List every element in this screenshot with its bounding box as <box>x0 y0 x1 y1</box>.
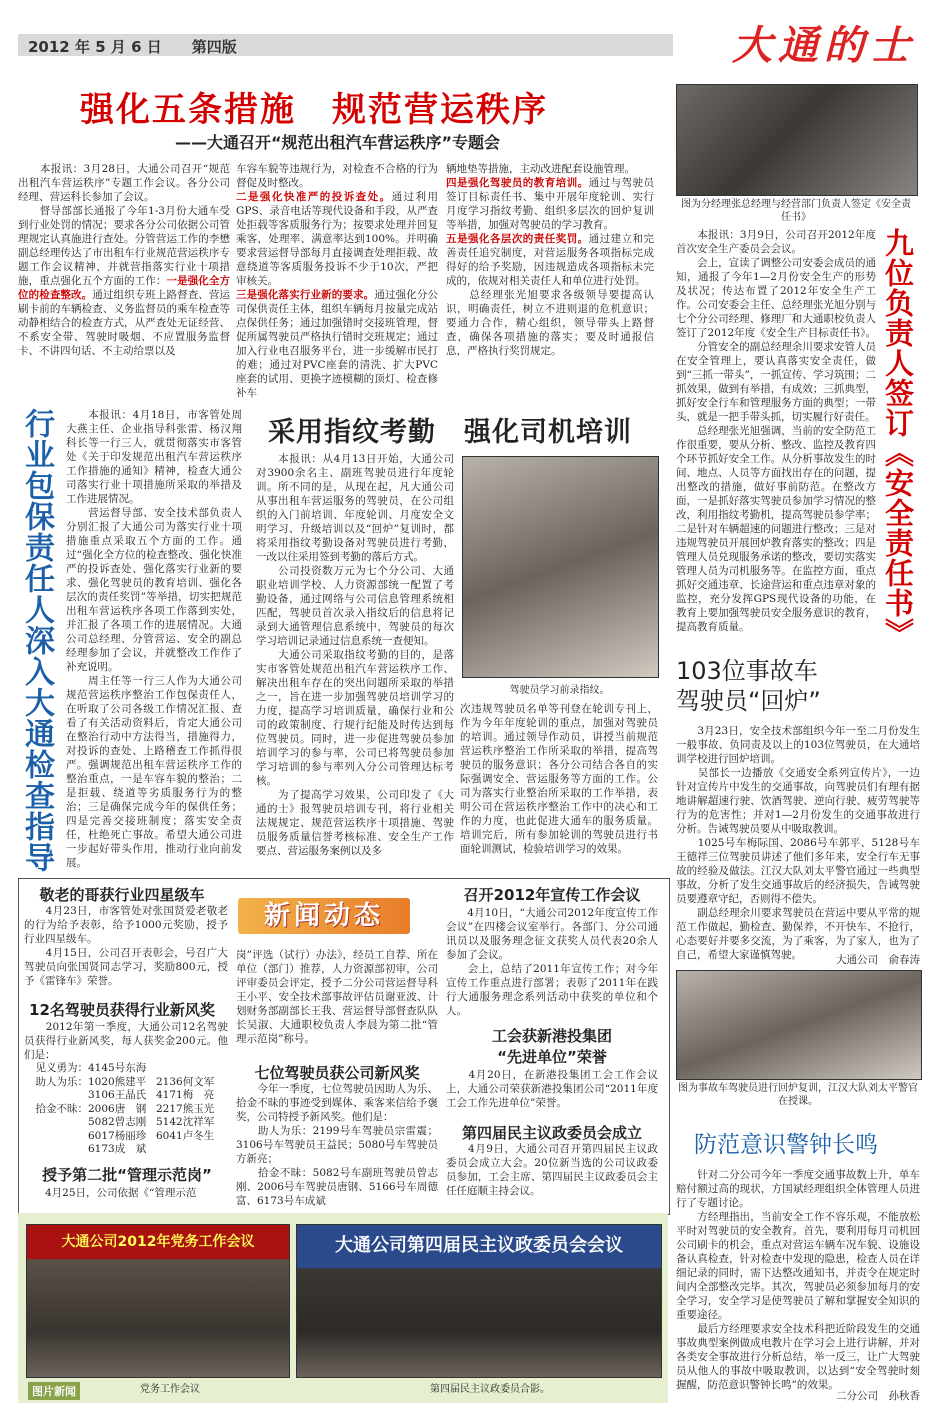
alarm-article-text: 针对二分公司今年一季度交通事故数上升，单车赔付额过高的现状，方国斌经理组织全体管理人员进行了专题讨论。 方经理指出，当前安全工作不容乐观，不能放松平时对驾驶员的安全教育。首先，要利用每月司机回公司刷卡的机会，重点对营运车辆车况车貌、设施设备认真检查，针对检查中发现的隐患，检查人员在详细记录的同时，需下达整改通知书，并责令在规定时间内全部整改完毕。其次，驾驶员必须参加每月的安全学习，安全学习是使驾驶员了解和掌握安全知识的重要途径。 最后方经理要求安全技术科把近阶段发生的交通事故典型案例做成电教片在学习会上进行讲解，并对各类安全事故进行分析总结，举一反三，让广大驾驶员从他人的事故中吸取教训，以达到“安全驾驶时刻握醒，防范意识警钟长鸣”的效果。 <box>676 1169 920 1391</box>
seven-headline: 七位驾驶员获公司新风奖 <box>254 1064 420 1082</box>
model-post-continued-text: 岗”评选（试行）办法》，经员工自荐、所在单位（部门）推荐，人力资源部初审，公司评审委员会评定，授予二分公司营运督导科王小平、安全技术部事故评估员谢亚波、计划财务部副部长王我、营运督导部督查队队长吴淑、大通职校负责人李晨为第二批“管理示范岗”称号。 <box>236 949 438 1045</box>
award-name: 4171梅 亮 <box>156 1089 215 1101</box>
signing-photo <box>676 84 918 196</box>
lead-point-4: 四是强化驾驶员的教育培训。 <box>446 177 589 189</box>
award-row <box>28 1089 228 1103</box>
award-row <box>28 1062 228 1076</box>
award-names-list <box>28 1062 228 1157</box>
lead-col3-a: 通过与驾驶员签订目标责任书、集中开展年度轮训、实行月度学习指纹考勤、组织多层次的回炉复训等举措，加强对驾驶员的学习教育。 <box>446 177 655 231</box>
party-meeting-photo <box>26 1224 290 1378</box>
award-name <box>156 1143 224 1157</box>
lead-point-5: 五是强化各层次的责任奖罚。 <box>446 233 589 245</box>
lead-col3-b: 通过建立和完善责任追究制度，对营运服务各项指标完成得好的给予奖励，因违规造成各项指标未完成的，依规对相关责任人和单位进行处罚。 总经理张光旭要求各级领导要提高认识，明确责任，树立不进则退的危机意识；要通力合作，精心组织，领导带头上路督查，确保各项措施的落实；要及时通报信息，严格执行奖罚规定。 <box>446 233 655 357</box>
lead-column-2 <box>236 162 438 400</box>
union-article <box>446 1068 658 1110</box>
industry-article <box>66 408 242 870</box>
award-type <box>28 1130 88 1144</box>
lead-col2-b: 通过强化分公司保供责任主体，组织车辆每月按量完成站点保供任务；通过加强错时交接班管理，督促所属驾驶员严格执行错时交班规定；通过加入行业电召服务平台，进一步缓解市民打的难；通过对PVC座套的清洗、扩大PVC座套的试用、更换字迹模糊的顶灯、检查修补车 <box>236 289 439 399</box>
model-post-continued <box>236 948 438 1046</box>
council-group-photo <box>296 1224 662 1378</box>
twelve-article <box>24 1020 228 1062</box>
model-post-article <box>24 1186 228 1200</box>
award-name: 4145号东海 <box>88 1062 147 1074</box>
award-row <box>28 1116 228 1130</box>
industry-vertical-title: 行业包保责任人深入大通检查指导 <box>19 408 54 873</box>
promo-article <box>446 906 658 1018</box>
award-type: 拾金不昧： <box>35 1102 88 1115</box>
lead-subheadline: ——大通召开“规范出租汽车营运秩序”专题会 <box>175 133 501 152</box>
accident-article <box>676 724 920 962</box>
party-meeting-banner: 大通公司2012年党务工作会议 <box>61 1234 255 1250</box>
masthead-logo: 大通的士 <box>732 22 916 69</box>
council-group-caption: 第四届民主议政委员合影。 <box>430 1384 550 1395</box>
award-type: 见义勇为： <box>35 1062 88 1074</box>
safety-article-text: 本报讯：3月9日，公司召开2012年度首次安全生产委员会会议。 会上，宣读了调整公司安委会成员的通知，通报了今年1—2月份安全生产的形势及状况；传达布置了2012年安全生产工作。公司安委会主任、总经理张光旭分别与七个分公司经理、修理厂和大通职校负责人签订了2012年度《安全生产目标责任书》。 分管安全的副总经理余川要求安管人员在安全管理上，要认真落实安全责任，做到“三抓一带头”，一抓宣传、学习筑围；二抓效果，做到有举措，有成效；三抓典型，抓好安全行车和管理服务方面的典型；一带头，就是一把手带头抓，切实履行好责任。 总经理张光旭强调，当前的安全防范工作很重要，要从分析、整改、监控及教育四个环节抓好安全工作。从分析事故发生的时间、地点、人员等方面找出存在的问题，提出整改的措施，做好事前防范。在整改方面，一是抓好落实驾驶员参加学习情况的整改，利用指纹考勤机，提高驾驶员参学率；二是针对车辆超速的问题进行整改；三是对违规驾驶员开展回炉教育落实的整改；四是管理人员兑现服务承诺的整改，要切实落实管理人员为司机服务等。在监控方面，重点抓好交通违章、长途营运和重点违章对象的监控，充分发挥GPS现代设备的功能，在教育上要加强驾驶员安全服务意识的教育，提高教育质量。 <box>676 229 876 633</box>
accident-byline: 大通公司 俞春涛 <box>836 954 920 966</box>
lead-col3-head: 辆地垫等措施，主动改进配套设施管理。 <box>446 163 635 175</box>
lead-point-3: 三是强化落实行业新的要求。 <box>236 289 375 301</box>
accident-photo <box>676 970 922 1080</box>
news-badge-label: 新闻动态 <box>263 901 384 931</box>
award-name <box>156 1062 224 1076</box>
safety-article <box>676 228 876 634</box>
model-post-headline: 授予第二批“管理示范岗” <box>42 1166 212 1184</box>
fingerprint-headline: 采用指纹考勤 强化司机培训 <box>268 417 632 448</box>
signing-photo-caption: 图为分经理张总经理与经营部门负责人签定《安全责任书》 <box>681 199 911 223</box>
lead-col1-text: 本报讯：3月28日，大通公司召开“规范出租汽车营运秩序”专题工作会议。各分公司经理、营运科长参加了会议。 督导部部长通报了今年1-3月份大通车受到行业处罚的情况；要求各分公司依据公司管理规定认真施进行查处。分管营运工作的李懋副总经理传达了市出租车行业规范营运秩序专题工作会议精神，并就营指落实行业十项措施，重点强化五个方面的工作： <box>18 163 230 287</box>
accident-headline-line1: 103位事故车 <box>676 657 818 685</box>
photo-news-label: 图片新闻 <box>28 1382 80 1400</box>
award-name: 6041卢冬生 <box>156 1129 215 1142</box>
fingerprint-col2-text: 次违规驾驶员名单等刊登在轮训专刊上，作为今年年度轮训的重点，加强对驾驶员的培训。通过领导作动员，讲授当前规范营运秩序整治工作所采取的举措，提高驾驶员的服务意识；各分公司结合各自的实际强调安全、营运服务等方面的工作。公司为落实行业整治所采取的工作举措，表明公司在营运秩序整治工作中的决心和工作的力度，也此促进大通车的服务质量。培训完后，所有参加轮训的驾驶员进行书面轮训测试，检验培训学习的效果。 <box>460 703 658 855</box>
democracy-article <box>446 1142 658 1198</box>
lead-column-1 <box>18 162 230 358</box>
award-type <box>28 1143 88 1157</box>
news-badge <box>238 898 410 934</box>
lead-headline: 强化五条措施 规范营运秩序 <box>80 90 548 130</box>
fingerprint-photo-caption: 驾驶员学习前录指纹。 <box>509 685 610 696</box>
seven-article-text: 今年一季度，七位驾驶员因助人为乐、拾金不昧的事迹受到媒体、乘客来信给予褒奖，公司特授予新风奖。他们是： 助人为乐：2199号车驾驶员宗雷震；3106号车驾驶员王益民；5080号车驾驶员方新亮； 拾金不昧：5082号车副班驾驶员曾志刚、2006号车驾驶员唐钢、5166号车周德富、6173号车成斌 <box>236 1083 438 1207</box>
council-group-banner: 大通公司第四届民主议政委员会会议 <box>335 1235 623 1256</box>
alarm-article <box>676 1168 920 1392</box>
elder-article-text: 4月23日，市客管处对张国贤爱老敬老的行为给予表彰，给予1000元奖励，授予行业四星级车。 4月15日，公司召开表彰会，号召广大驾驶员向张国贤同志学习，奖励800元，授予《雷锋车》荣誉。 <box>24 905 228 987</box>
award-row <box>28 1076 228 1090</box>
accident-headline-line2: 驾驶员“回炉” <box>676 687 821 715</box>
issue-date: 2012 年 5 月 6 日 第四版 <box>28 38 237 56</box>
award-type <box>28 1116 88 1130</box>
elder-article <box>24 904 228 988</box>
award-name: 1020熊建平 <box>88 1075 147 1088</box>
award-name: 5082曾志刚 <box>88 1116 147 1128</box>
lead-point-1: 一是强化全方位的检查整改。 <box>18 275 231 301</box>
promo-article-text: 4月10日，“大通公司2012年度宣传工作会议”在四楼会议室举行。各部门、分公司通讯员以及服务理念征文获奖人员代表20余人参加了会议。 会上，总结了2011年宣传工作；对今年宣传工作重点进行部署；表彰了2011年在践行大通服务理念系列活动中获奖的单位和个人。 <box>446 907 658 1017</box>
seven-article <box>236 1082 438 1208</box>
alarm-headline: 防范意识警钟长鸣 <box>694 1132 878 1158</box>
industry-article-text: 本报讯：4月18日，市客管处周大燕主任、企业指导科张雷、杨汉翔科长等一行三人，就贯彻落实市客管处《关于印发规范出租汽车营运秩序工作措施的通知》精神，检查大通公司落实行业十项措施所采取的举措及工作进展情况。 营运督导部、安全技术部负责人分别汇报了大通公司为落实行业十项措施重点采取五个方面的工作。通过“强化全方位的检查整改、强化快准严的投诉查处、强化落实行业新的要求、强化驾驶员的教育培训、强化各层次的责任奖罚”等举措，切实把规范出租车营运秩序各项工作落到实处，并汇报了各项工作的进展情况。大通公司总经理、分管营运、安全的副总经理参加了会议，并就整改工作作了补充说明。 周主任等一行三人作为大通公司规范营运秩序整治工作包保责任人，在听取了公司各级工作情况汇报、查看了有关活动资料后，肯定大通公司在整治行动中方法得当，措施得力，对投诉的查处、上路稽查工作抓得很严。强调规范出租车营运秩序工作的整治重点，一是车容车貌的整治；二是拒载、绕道等劣质服务行为的整治；三是确保完成今年的保供任务；四是完善交接班制度；落实安全责任，杜绝死亡事故。希望大通公司进一步起好带头作用，推动行业向前发展。 <box>66 409 242 869</box>
fingerprint-col1-text: 本报讯：从4月13日开始，大通公司对3900余名主、副班驾驶员进行年度轮训。所不同的是，从现在起，凡大通公司从事出租车营运服务的驾驶员，在公司组织的入门前培训、年度轮训、月度安全文明学习、升级培训以及“回炉”复训时，都将采用指纹考勤设备对驾驶员进行考勤，一改以往采用签到考勤的落后方式。 公司投资数万元为七个分公司、大通职业培训学校、人力资源部统一配置了考勤设备，通过网络与公司信息管理系统相匹配，驾驶员首次录入指纹后的信息将记录到大通管理信息系统中，驾驶员的每次学习培训记录通过信息系统一查便知。 大通公司采取指纹考勤的目的，是落实市客管处规范出租汽车营运秩序工作、解决出租车存在的突出问题所采取的举措之一，旨在进一步加强驾驶员培训学习的力度，提高学习培训质量，确保行业和公司的政策制度、行规行纪能及时传达到每位驾驶员。同时，进一步促进驾驶员参加培训学习的参与率，公司已将驾驶员参加学习培训的参与率列入分公司管理达标考核。 为了提高学习效果，公司印发了《大通的士》报驾驶员培训专刊，将行业相关法规规定、规范营运秩序十项措施、驾驶员服务质量信誉考核标准、安全生产工作要点、营运服务案例以及多 <box>256 453 454 857</box>
twelve-article-text: 2012年第一季度，大通公司12名驾驶员获得行业新风奖，每人获奖金200元。他们是： <box>24 1021 228 1061</box>
fingerprint-column-1 <box>256 452 454 858</box>
award-name: 6173成 斌 <box>88 1143 147 1155</box>
award-type <box>28 1089 88 1103</box>
award-name: 2217熊玉光 <box>156 1102 215 1115</box>
lead-col2-head: 车容车貌等违规行为，对检查不合格的行为督促及时整改。 <box>236 163 438 189</box>
alarm-byline: 二分公司 孙秋香 <box>836 1390 920 1402</box>
party-meeting-caption: 党务工作会议 <box>140 1384 200 1395</box>
award-name: 6017杨丽珍 <box>88 1129 147 1142</box>
fingerprint-photo <box>462 456 659 678</box>
democracy-headline: 第四届民主议政委员会成立 <box>461 1124 642 1142</box>
democracy-article-text: 4月9日，大通公司召开第四届民主议政委员会成立大会。20位新当选的公司议政委员参加，工会主席、第四届民主议政委员会主任任庭顺主持会议。 <box>446 1143 658 1197</box>
union-headline-line1: 工会获新港投集团 <box>491 1027 612 1045</box>
elder-headline: 敬老的哥获行业四星级车 <box>39 886 205 904</box>
award-row <box>28 1103 228 1117</box>
award-name: 2136何文军 <box>156 1075 215 1088</box>
union-headline <box>446 1026 658 1068</box>
award-row <box>28 1130 228 1144</box>
model-post-text: 4月25日，公司依据《“管理示范 <box>24 1187 197 1199</box>
accident-headline <box>676 656 821 716</box>
twelve-headline: 12名驾驶员获得行业新风奖 <box>29 1001 215 1019</box>
accident-photo-caption: 图为事故车驾驶员进行回炉复训，江汉大队刘太平警官在授课。 <box>678 1083 918 1107</box>
award-name: 5142沈祥军 <box>156 1116 215 1128</box>
page-number: 第四版 <box>191 38 237 56</box>
award-name: 2006唐 钢 <box>88 1102 147 1115</box>
lead-point-2: 二是强化快准严的投诉查处。 <box>236 191 392 203</box>
award-row <box>28 1143 228 1157</box>
safety-vertical-title: 九位负责人签订《安全责任书》 <box>881 228 915 648</box>
fingerprint-column-2 <box>460 702 658 856</box>
union-article-text: 4月20日，在新港投集团工会工作会议上，大通公司荣获新港投集团公司“2011年度工会工作先进单位”荣誉。 <box>446 1069 658 1109</box>
lead-column-3 <box>446 162 654 358</box>
union-headline-line2: “先进单位”荣誉 <box>497 1048 607 1066</box>
promo-headline: 召开2012年宣传工作会议 <box>463 886 641 904</box>
award-name: 3106王晶氏 <box>88 1089 147 1101</box>
lead-col1-tail: 通过组织专班上路督查、营运刷卡前的车辆检查、义务监督员的乘车检查等动静相结合的检查方式，从严查处无证经营、不系安全带、驾驶时吸烟、不应置服务监督卡、不讲四句话、不主动给票以及 <box>18 289 231 357</box>
accident-article-text: 3月23日，安全技术部组织今年一至二月份发生一般事故、负同责及以上的103位驾驶员，在大通培训学校进行回炉培训。 吴部长一边播放《交通安全系列宣传片》，一边针对宣传片中发生的交通事故，向驾驶员们有理有据地讲解超速行驶、饮酒驾驶、逆向行驶、疲劳驾驶等行为的危害性；并对1—2月份发生的交通事故进行分析。告诫驾驶员要从中吸取教训。 1025号车梅际国、2086号车郭平、5128号车王德祥三位驾驶员讲述了他们多年来，安全行车无事故的经验及做法。江汉大队刘太平警官通过一些典型事故，分析了发生交通事故后的经济损失，告诫驾驶员要遵章守纪，否则得不偿失。 副总经理余川要求驾驶员在营运中要从平常的规范工作做起，勤检查、勤保养，不开快车、不抢行，心态要好并要多交流，为了乘客，为了家人，也为了自己，希望大家谨慎驾驶。 <box>676 725 920 961</box>
lead-col2-a: 通过利用GPS、录音电话等现代设备和手段，从严查处拒载等客质服务行为；按要求处理并回复乘客，处理率、满意率达到100%。并明确要求营运督导部每月直接调查处理拒载、故意绕道等客质服务投诉不少于10次，严把审核关。 <box>236 191 438 287</box>
award-type: 助人为乐： <box>35 1075 88 1088</box>
